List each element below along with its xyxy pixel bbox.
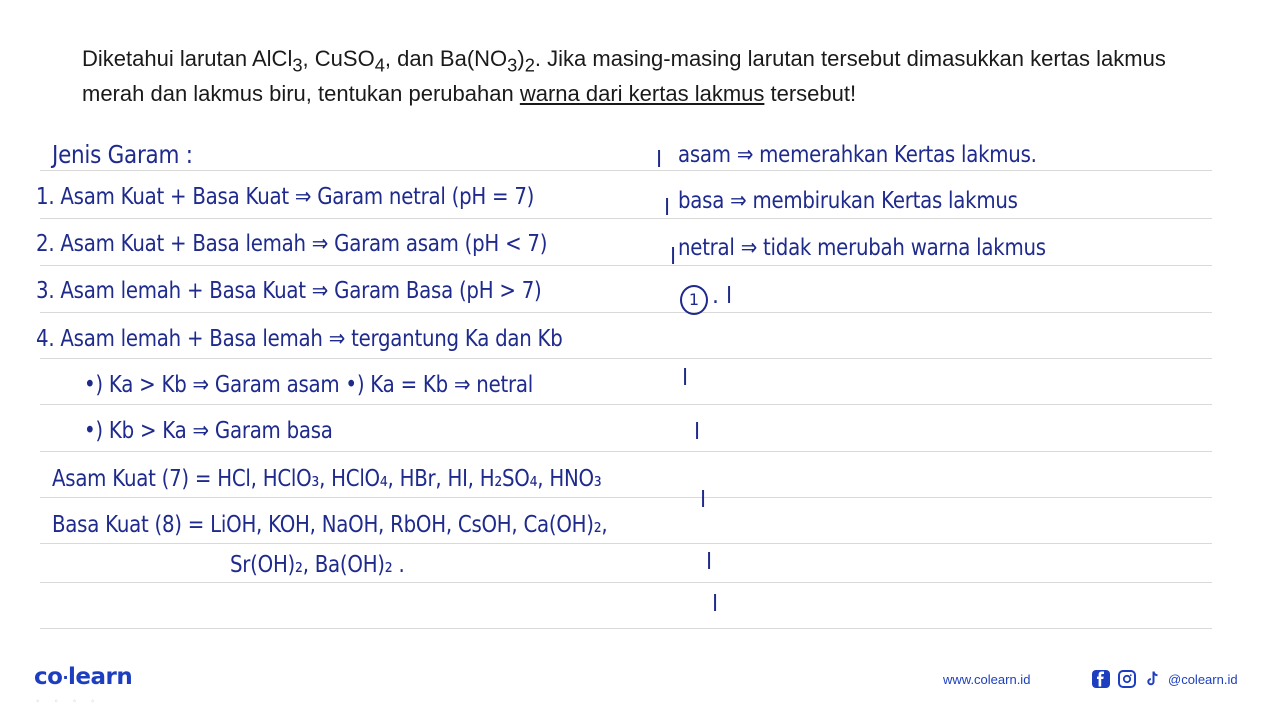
question-text — [82, 44, 1222, 108]
website-url[interactable]: www.colearn.id — [943, 672, 1031, 687]
circled-number: 1 — [680, 285, 708, 315]
strong-bases-cont: Sr(OH)₂, Ba(OH)₂ . — [230, 552, 405, 578]
logo-part: co — [34, 664, 63, 690]
logo-part: learn — [68, 664, 133, 690]
facebook-icon[interactable] — [1092, 670, 1110, 688]
margin-mark: l — [656, 148, 663, 173]
strong-bases: Basa Kuat (8) = LiOH, KOH, NaOH, RbOH, CsOH, Ca(OH)₂, — [52, 512, 608, 538]
subscript: 2 — [524, 54, 535, 76]
margin-mark: l — [706, 550, 713, 575]
ruled-line — [40, 218, 1212, 219]
subscript: 3 — [292, 54, 303, 76]
question-part: Diketahui larutan AlCl — [82, 46, 293, 71]
underlined-phrase: warna dari kertas lakmus — [519, 81, 765, 107]
note-line-5: •) Ka > Kb ⇒ Garam asam •) Ka = Kb ⇒ netral — [84, 372, 533, 398]
note-line-6: •) Kb > Ka ⇒ Garam basa — [84, 418, 333, 444]
note-line-4: 4. Asam lemah + Basa lemah ⇒ tergantung Ka dan Kb — [36, 326, 563, 352]
margin-mark: l — [694, 420, 701, 445]
strong-acids: Asam Kuat (7) = HCl, HClO₃, HClO₄, HBr, HI, H₂SO₄, HNO₃ — [52, 466, 602, 492]
ruled-line — [40, 358, 1212, 359]
ruled-line — [40, 312, 1212, 313]
notes-heading: Jenis Garam : — [52, 140, 193, 169]
ruled-line — [40, 497, 1212, 498]
subscript: 3 — [507, 54, 518, 76]
tiktok-icon[interactable] — [1144, 670, 1162, 688]
ruled-line — [40, 543, 1212, 544]
question-part: tersebut! — [764, 81, 857, 107]
after-circle-mark: . l — [712, 284, 733, 309]
ruled-line — [40, 404, 1212, 405]
ruled-line — [40, 628, 1212, 629]
ruled-line — [40, 265, 1212, 266]
instagram-icon[interactable] — [1118, 670, 1136, 688]
faint-controls: ◦ ◦ ◦ ◦ — [36, 696, 101, 707]
note-line-2: 2. Asam Kuat + Basa lemah ⇒ Garam asam (pH < 7) — [36, 231, 548, 257]
social-handle[interactable]: @colearn.id — [1168, 672, 1238, 687]
note-right-2: basa ⇒ membirukan Kertas lakmus — [678, 188, 1018, 214]
note-right-3: netral ⇒ tidak merubah warna lakmus — [678, 235, 1046, 261]
subscript: 4 — [374, 54, 385, 76]
margin-mark: l — [670, 245, 677, 270]
colearn-logo — [34, 664, 132, 690]
margin-mark: l — [700, 488, 707, 513]
margin-mark: l — [682, 366, 689, 391]
ruled-line — [40, 582, 1212, 583]
logo-dot: · — [62, 668, 69, 687]
note-line-3: 3. Asam lemah + Basa Kuat ⇒ Garam Basa (pH > 7) — [36, 278, 542, 304]
question-part: , CuSO — [302, 46, 375, 71]
ruled-line — [40, 170, 1212, 171]
margin-mark: l — [712, 592, 719, 617]
question-part: . Jika masing-masing larutan tersebut dimasukkan kertas lakmus merah dan lakmus biru, tentukan perubahan — [82, 46, 1166, 107]
note-line-1: 1. Asam Kuat + Basa Kuat ⇒ Garam netral (pH = 7) — [36, 184, 535, 210]
question-part: , dan Ba(NO — [384, 46, 508, 71]
question-part: ) — [517, 46, 525, 71]
note-right-1: asam ⇒ memerahkan Kertas lakmus. — [678, 142, 1037, 168]
margin-mark: l — [664, 196, 671, 221]
ruled-line — [40, 451, 1212, 452]
